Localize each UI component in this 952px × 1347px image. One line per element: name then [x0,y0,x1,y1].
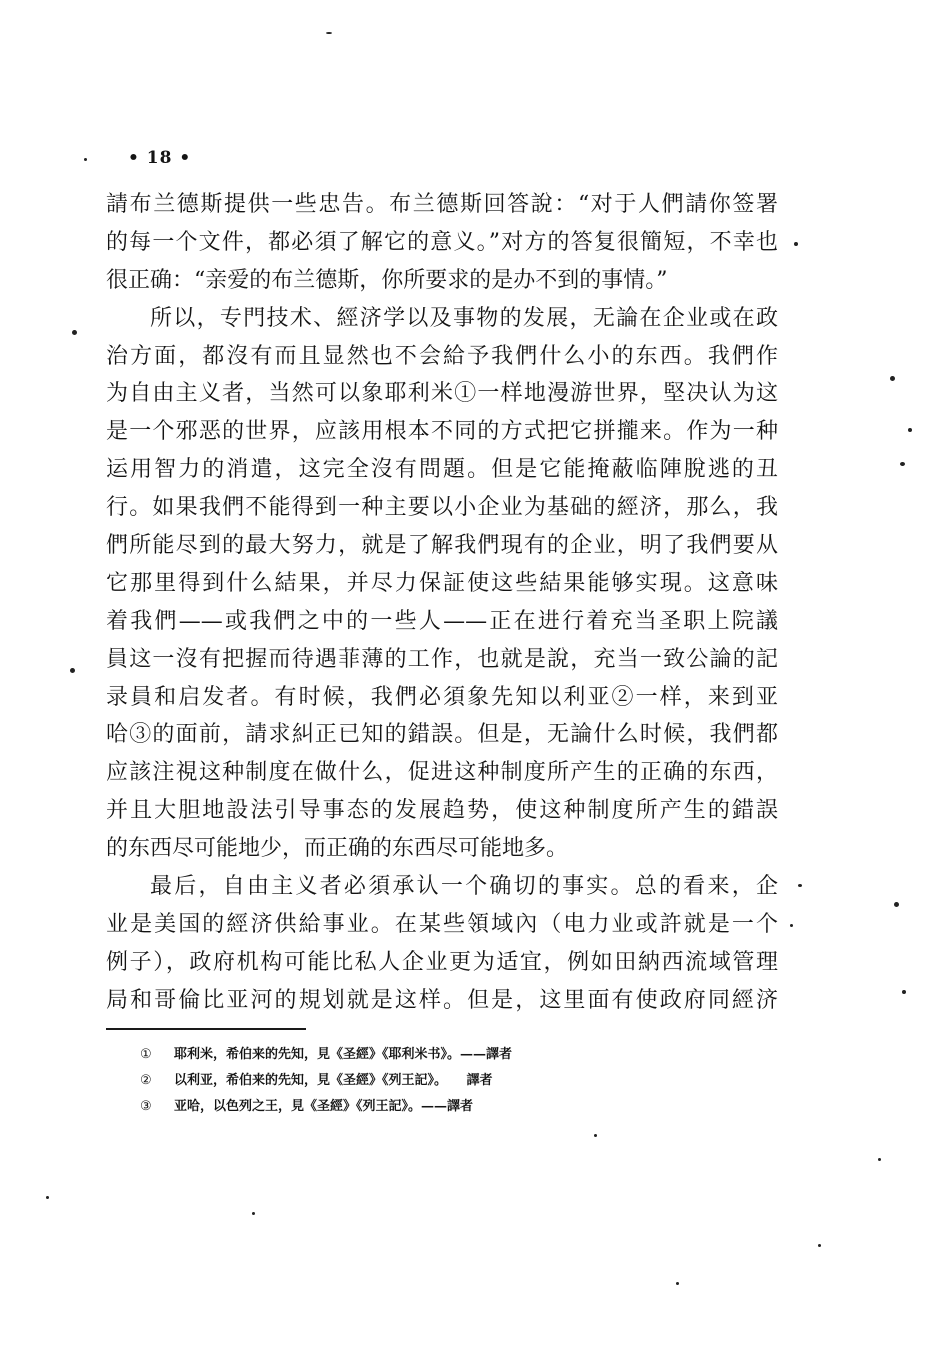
text-line: 員这一沒有把握而待遇菲薄的工作，也就是說，充当一致公論的記 [106,646,778,672]
scan-speck [46,1196,49,1199]
scan-speck [252,1212,255,1215]
text-line: 請布兰德斯提供一些忠告。布兰德斯回答說：“对于人們請你签署 [106,192,778,217]
footnote [140,1094,700,1120]
scan-speck [902,990,906,994]
scan-speck [676,1282,679,1285]
scan-speck [818,1244,821,1247]
text-line: 行。如果我們不能得到一种主要以小企业为基础的經济，那么，我 [106,495,778,521]
text-line: 的每一个文件，都必須了解它的意义。”对方的答复很簡短，不幸也 [106,229,778,255]
scan-speck [70,668,75,673]
footnote-marker: ① [140,1047,152,1062]
scan-speck [890,376,895,381]
text-line: 最后，自由主义者必須承认一个确切的事实。总的看来，企 [150,874,778,900]
scan-speck [794,242,798,246]
scan-speck [878,1158,881,1161]
text-line: 所以，专門技术、經济学以及事物的发展，无論在企业或在政 [150,305,778,331]
footnote-marker: ③ [140,1099,152,1114]
text-line: 很正确：“亲爱的布兰德斯，你所要求的是办不到的事情。” [106,267,668,293]
text-line: 录員和启发者。有时候，我們必須象先知以利亚②一样，来到亚 [106,684,778,710]
text-line: 例子），政府机构可能比私人企业更为适宜，例如田納西流域管理 [106,949,778,975]
text-line: 运用智力的消遣，这完全沒有問題。但是它能掩蔽临陣脫逃的丑 [106,457,778,483]
scan-speck [900,462,905,466]
scan-speck [72,330,77,335]
scan-speck [790,924,793,927]
scan-speck [326,32,332,34]
footnote [140,1068,700,1094]
footnote-text: 耶利米，希伯来的先知，見《圣經》《耶利米书》。——譯者 [174,1047,513,1062]
footnote [140,1042,700,1068]
page-number: • 18 • [128,148,192,168]
footnote-text: 以利亚，希伯来的先知，見《圣經》《列王記》。 譯者 [174,1073,493,1088]
footnote-divider [106,1028,306,1030]
text-line: 它那里得到什么結果，并尽力保証使这些結果能够实現。这意味 [106,570,778,596]
footnote-marker: ② [140,1073,152,1088]
text-line: 是一个邪恶的世界，应該用根本不同的方式把它拼攏来。作为一种 [106,419,778,445]
text-line: 应該注視这种制度在做什么，促进这种制度所产生的正确的东西， [106,760,778,786]
text-line: 着我們——或我們之中的一些人——正在进行着充当圣职上院議 [106,608,778,634]
footnote-text: 亚哈，以色列之王，見《圣經》《列王記》。——譯者 [174,1099,474,1114]
scan-speck [594,1134,597,1137]
text-line: 业是美国的經济供給事业。在某些領域內（电力业或許就是一个 [106,911,778,937]
scan-speck [894,902,899,907]
text-line: 并且大胆地設法引导事态的发展趋势，使这种制度所产生的錯誤 [106,798,778,824]
text-line: 的东西尽可能地少，而正确的东西尽可能地多。 [106,836,569,862]
text-line: 治方面，都沒有而且显然也不会給予我們什么小的东西。我們作 [106,343,778,369]
text-line: 局和哥倫比亚河的規划就是这样。但是，这里面有使政府同經济 [106,987,778,1013]
scan-speck [908,428,912,432]
body-text [106,186,778,1020]
text-line: 哈③的面前，請求糾正已知的錯誤。但是，无論什么时候，我們都 [106,722,778,748]
scan-speck [84,158,87,161]
scan-speck [798,884,802,887]
text-line: 們所能尽到的最大努力，就是了解我們現有的企业，明了我們要从 [106,533,778,559]
text-line: 为自由主义者，当然可以象耶利米①一样地漫游世界，堅决认为这 [106,381,778,407]
footnotes [140,1042,700,1120]
